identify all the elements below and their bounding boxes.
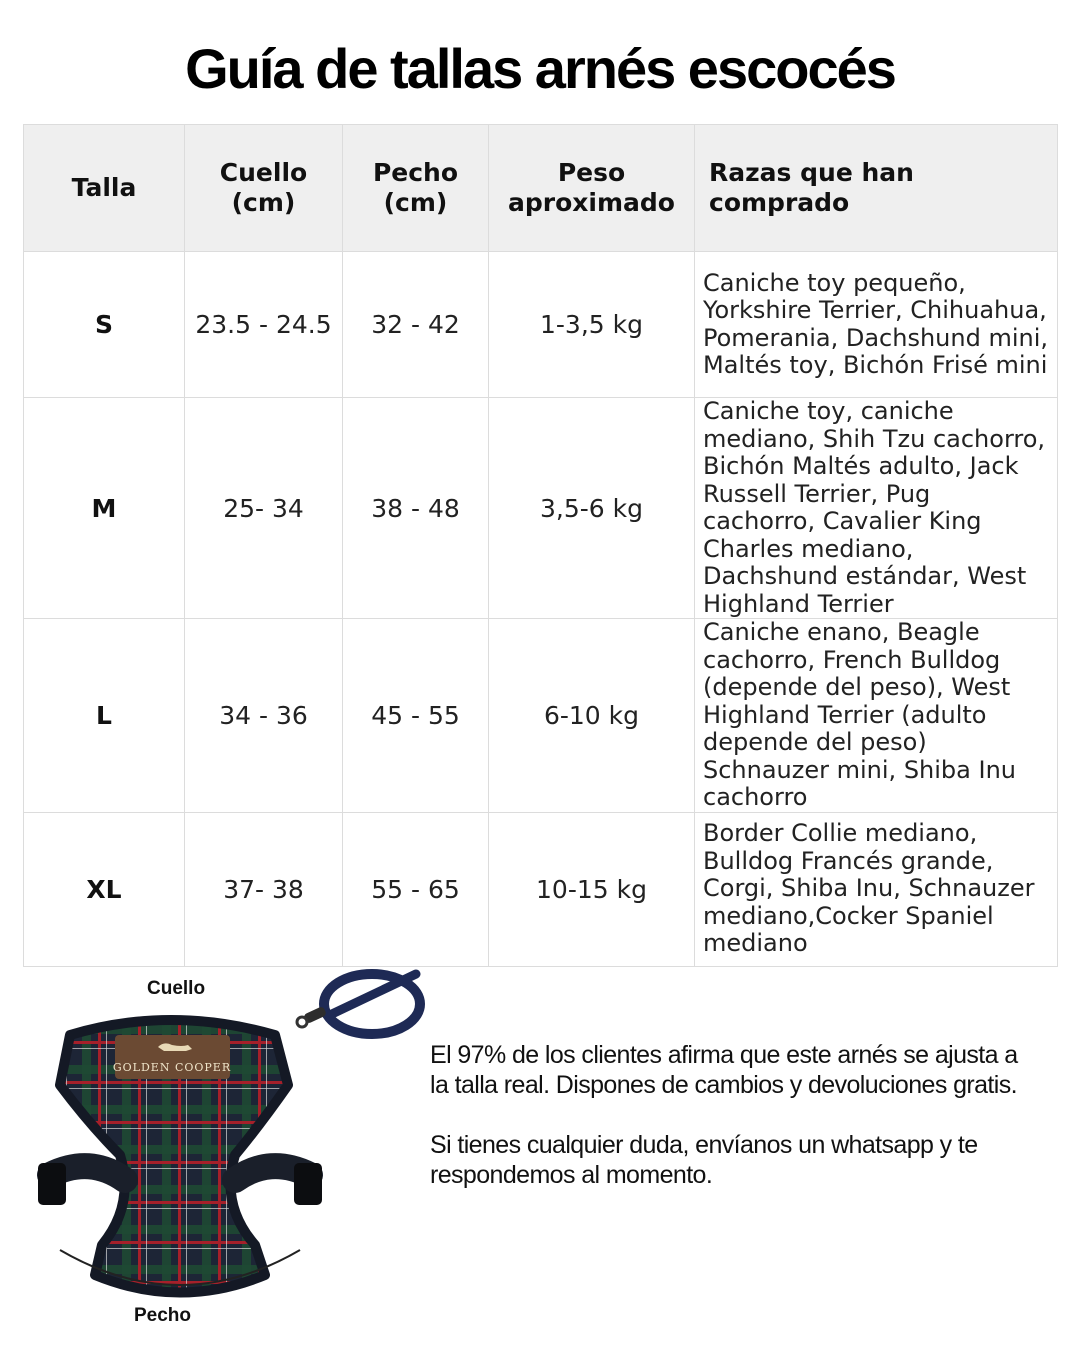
chest-label: Pecho	[134, 1305, 192, 1326]
neck-cell: 34 - 36	[185, 619, 343, 813]
contact-paragraph: Si tienes cualquier duda, envíanos un whatsapp y te respondemos al momento.	[430, 1131, 978, 1189]
fit-paragraph: El 97% de los clientes afirma que este arnés se ajusta a la talla real. Dispones de cambios y devoluciones gratis.	[430, 1041, 1018, 1099]
table-header-row	[24, 125, 1058, 252]
weight-cell: 10-15 kg	[489, 812, 695, 966]
neck-cell: 37- 38	[185, 812, 343, 966]
chest-cell: 38 - 48	[343, 398, 489, 619]
table-row	[24, 812, 1058, 966]
chest-cell: 45 - 55	[343, 619, 489, 813]
page-title: Guía de tallas arnés escocés	[185, 37, 895, 100]
size-cell: L	[24, 619, 185, 813]
neck-cell: 23.5 - 24.5	[185, 252, 343, 398]
dog-harness-image	[30, 975, 330, 1335]
svg-text:GOLDEN COOPER: GOLDEN COOPER	[112, 1061, 232, 1074]
table-row	[24, 398, 1058, 619]
table-row	[24, 619, 1058, 813]
size-cell: M	[24, 398, 185, 619]
breeds-cell: Caniche toy pequeño, Yorkshire Terrier, Chihuahua, Pomerania, Dachshund mini, Maltés toy, Bichón Frisé mini	[695, 252, 1058, 398]
header-size: Talla	[24, 125, 185, 252]
chest-cell: 32 - 42	[343, 252, 489, 398]
header-weight: Peso aproximado	[489, 125, 695, 252]
table-row	[24, 252, 1058, 398]
header-neck: Cuello (cm)	[185, 125, 343, 252]
neck-label: Cuello	[147, 978, 206, 999]
weight-cell: 1-3,5 kg	[489, 252, 695, 398]
dog-leash-image	[292, 962, 432, 1052]
size-cell: XL	[24, 812, 185, 966]
breeds-cell: Border Collie mediano, Bulldog Francés grande, Corgi, Shiba Inu, Schnauzer mediano,Cocker Spaniel mediano	[695, 812, 1058, 966]
header-breeds: Razas que han comprado	[695, 125, 1058, 252]
breeds-cell: Caniche enano, Beagle cachorro, French Bulldog (depende del peso), West Highland Terrier (adulto depende del peso) Schnauzer mini, Shiba Inu cachorro	[695, 619, 1058, 813]
breeds-cell: Caniche toy, caniche mediano, Shih Tzu cachorro, Bichón Maltés adulto, Jack Russell Terrier, Pug cachorro, Cavalier King Charles mediano, Dachshund estándar, West Highland Terrier	[695, 398, 1058, 619]
weight-cell: 3,5-6 kg	[489, 398, 695, 619]
weight-cell: 6-10 kg	[489, 619, 695, 813]
size-guide-table	[23, 124, 1058, 967]
neck-cell: 25- 34	[185, 398, 343, 619]
info-text	[430, 1040, 1030, 1190]
header-chest: Pecho (cm)	[343, 125, 489, 252]
chest-cell: 55 - 65	[343, 812, 489, 966]
size-cell: S	[24, 252, 185, 398]
